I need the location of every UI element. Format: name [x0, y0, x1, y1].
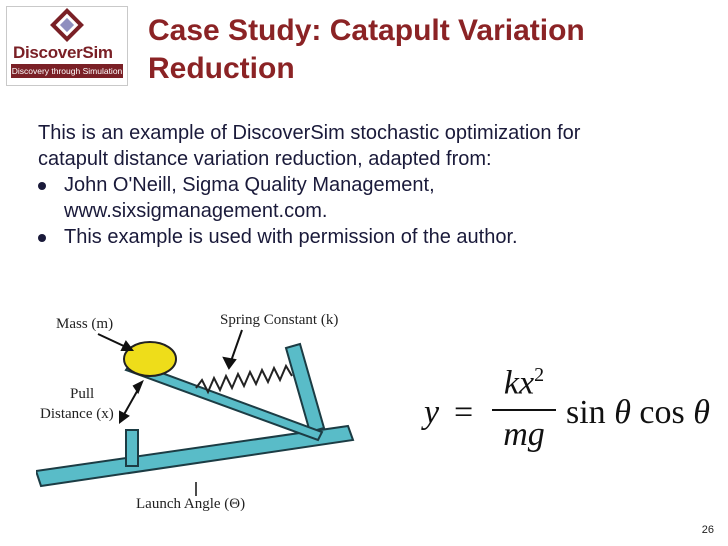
bullet-line: This example is used with permission of the author.: [64, 226, 518, 248]
discoversim-logo: [6, 6, 128, 86]
spring-label: Spring Constant (k): [220, 312, 339, 328]
angle-label: Launch Angle (Θ): [136, 496, 246, 512]
logo-tagline: Discovery through Simulation: [11, 66, 123, 76]
formula-denominator: mg: [503, 416, 545, 453]
pull-label-line2: Distance (x): [40, 406, 114, 422]
distance-formula: [420, 364, 710, 464]
mass-ball: [124, 342, 176, 376]
bullet-line: John O'Neill, Sigma Quality Management,: [64, 174, 435, 196]
slide-title: [148, 12, 708, 88]
formula-fraction-bar: [492, 409, 556, 411]
page-number: 26: [701, 524, 714, 536]
mass-arrowhead: [122, 342, 132, 350]
logo-name: DiscoverSim: [13, 43, 113, 62]
formula-exponent: 2: [534, 364, 545, 386]
slide-body: [38, 120, 708, 250]
spring-arrowhead: [224, 358, 235, 368]
bullet-dot-icon: [38, 234, 46, 242]
pull-arrowhead-top: [134, 382, 142, 392]
formula-theta: θ: [614, 394, 631, 431]
front-stub: [126, 430, 138, 466]
mass-label: Mass (m): [56, 316, 114, 332]
bullet-item: [38, 172, 708, 224]
bullet-list: [38, 172, 708, 250]
formula-numerator-base: kx: [503, 364, 535, 402]
formula-equals: =: [454, 394, 474, 431]
intro-line: This is an example of DiscoverSim stochastic optimization for: [38, 122, 581, 144]
spring-coil: [196, 366, 292, 392]
formula-numerator: [492, 364, 556, 402]
formula-sin: sin: [566, 394, 606, 431]
upright-post: [286, 344, 324, 432]
bullet-line: www.sixsigmanagement.com.: [64, 200, 328, 222]
pull-label-line1: Pull: [70, 386, 95, 402]
formula-y: y: [424, 394, 440, 431]
title-line: Case Study: Catapult Variation: [148, 14, 585, 47]
formula-theta: θ: [693, 394, 710, 431]
pull-arrowhead-bottom: [120, 412, 128, 422]
intro-line: catapult distance variation reduction, adapted from:: [38, 148, 492, 170]
bullet-item: [38, 224, 708, 250]
title-line: Reduction: [148, 52, 295, 85]
formula-trig-terms: [566, 394, 710, 432]
catapult-diagram: [36, 306, 376, 518]
formula-cos: cos: [639, 394, 685, 431]
bullet-dot-icon: [38, 182, 46, 190]
